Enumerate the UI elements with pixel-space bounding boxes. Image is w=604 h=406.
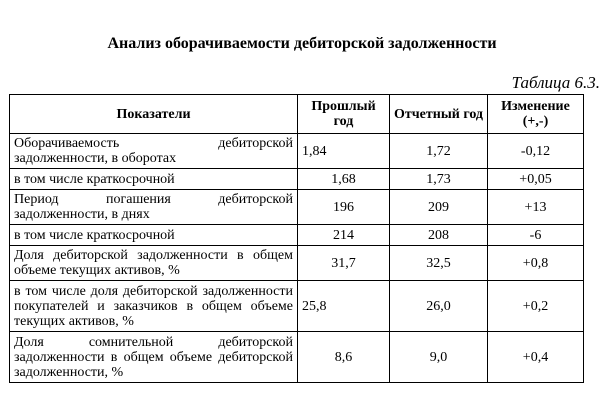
cell-previous-year: 31,7 xyxy=(298,246,390,281)
cell-reporting-year: 209 xyxy=(390,190,488,225)
row-label: в том числе краткосрочной xyxy=(10,169,298,190)
cell-change: -6 xyxy=(488,225,584,246)
cell-previous-year: 8,6 xyxy=(298,332,390,383)
cell-previous-year: 196 xyxy=(298,190,390,225)
row-label: Доля сомнительной дебиторской задолженности в общем объеме дебиторской задолженности, % xyxy=(10,332,298,383)
cell-previous-year: 1,84 xyxy=(298,134,390,169)
table-row xyxy=(10,281,584,332)
table-row xyxy=(10,169,584,190)
row-label: Оборачиваемость дебиторской задолженности, в оборотах xyxy=(10,134,298,169)
turnover-table xyxy=(9,94,584,383)
table-row xyxy=(10,134,584,169)
cell-previous-year: 1,68 xyxy=(298,169,390,190)
cell-change: +13 xyxy=(488,190,584,225)
row-label: Доля дебиторской задолженности в общем объеме текущих активов, % xyxy=(10,246,298,281)
row-label: в том числе доля дебиторской задолженности покупателей и заказчиков в общем объеме текущих активов, % xyxy=(10,281,298,332)
table-caption: Таблица 6.3. xyxy=(511,73,600,92)
cell-reporting-year: 26,0 xyxy=(390,281,488,332)
cell-change: +0,4 xyxy=(488,332,584,383)
cell-previous-year: 25,8 xyxy=(298,281,390,332)
table-row xyxy=(10,225,584,246)
table-header-row xyxy=(10,95,584,134)
header-change: Изменение (+,-) xyxy=(488,95,584,134)
row-label: Период погашения дебиторской задолженности, в днях xyxy=(10,190,298,225)
table-row xyxy=(10,246,584,281)
cell-reporting-year: 1,73 xyxy=(390,169,488,190)
cell-reporting-year: 9,0 xyxy=(390,332,488,383)
cell-reporting-year: 1,72 xyxy=(390,134,488,169)
header-reporting-year: Отчетный год xyxy=(390,95,488,134)
cell-change: +0,8 xyxy=(488,246,584,281)
row-label: в том числе краткосрочной xyxy=(10,225,298,246)
cell-reporting-year: 32,5 xyxy=(390,246,488,281)
table-row xyxy=(10,332,584,383)
cell-change: +0,05 xyxy=(488,169,584,190)
header-previous-year: Прошлый год xyxy=(298,95,390,134)
cell-change: +0,2 xyxy=(488,281,584,332)
cell-change: -0,12 xyxy=(488,134,584,169)
cell-previous-year: 214 xyxy=(298,225,390,246)
cell-reporting-year: 208 xyxy=(390,225,488,246)
header-indicators: Показатели xyxy=(10,95,298,134)
document-title: Анализ оборачиваемости дебиторской задолженности xyxy=(107,35,497,52)
table-row xyxy=(10,190,584,225)
